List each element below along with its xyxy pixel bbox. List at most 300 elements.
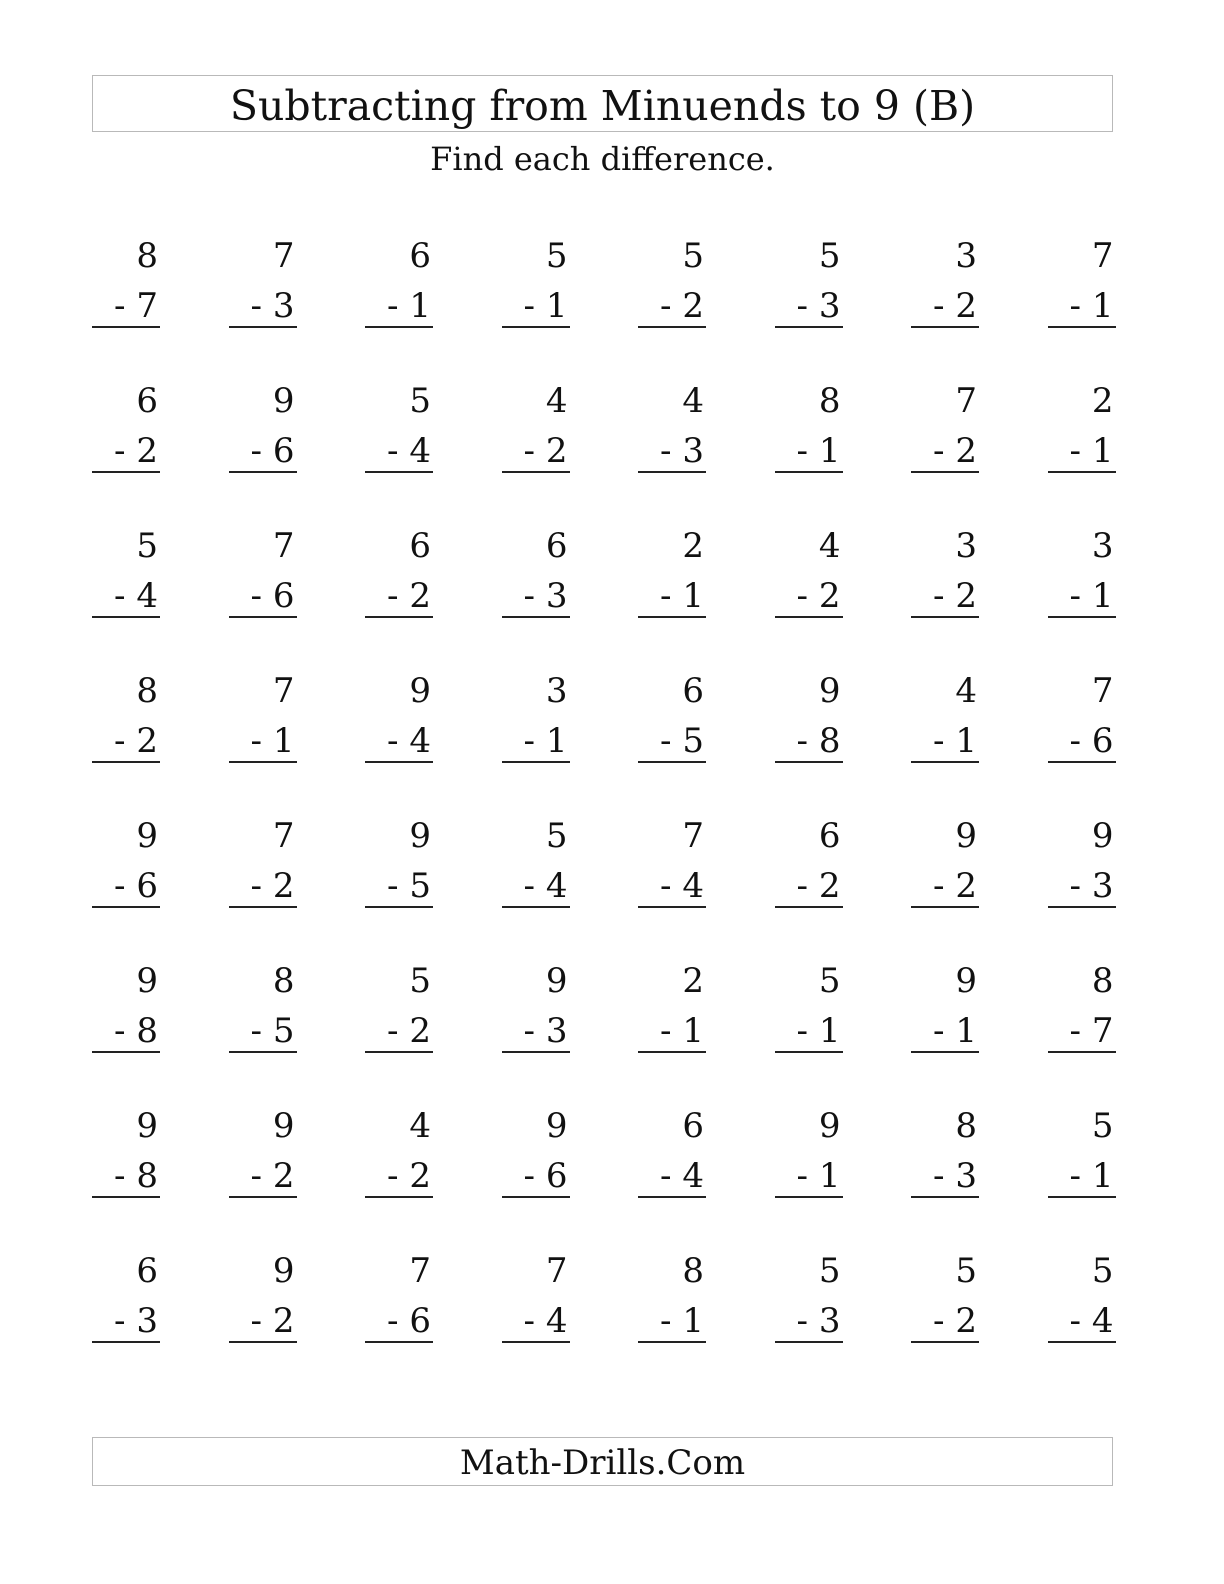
- subtraction-problem: [1048, 957, 1116, 1055]
- subtrahend: [1070, 572, 1114, 620]
- subtrahend-value: 2: [136, 431, 158, 471]
- subtraction-problem: [92, 232, 160, 330]
- minuend: 4: [818, 526, 841, 566]
- subtrahend: [797, 1007, 841, 1055]
- minuend: 2: [682, 961, 704, 1001]
- subtrahend-value: 3: [818, 1301, 841, 1341]
- minus-sign: -: [114, 1156, 126, 1196]
- answer-line: [775, 761, 843, 763]
- subtraction-problem: [92, 1102, 160, 1200]
- minuend: 8: [136, 236, 158, 276]
- answer-line: [365, 1051, 433, 1053]
- subtraction-problem: [92, 1247, 160, 1345]
- subtrahend-value: 3: [818, 286, 841, 326]
- subtrahend: [660, 1297, 704, 1345]
- answer-line: [365, 326, 433, 328]
- answer-line: [502, 1341, 570, 1343]
- subtrahend-value: 2: [955, 286, 977, 326]
- subtrahend-value: 2: [955, 431, 977, 471]
- answer-line: [502, 761, 570, 763]
- minus-sign: -: [250, 721, 263, 761]
- subtrahend-value: 2: [136, 721, 158, 761]
- subtrahend: [114, 572, 158, 620]
- subtraction-problem: [775, 522, 843, 620]
- subtrahend: [114, 1152, 158, 1200]
- answer-line: [1048, 326, 1116, 328]
- subtrahend: [387, 1297, 431, 1345]
- minuend: 7: [1091, 671, 1114, 711]
- subtrahend-value: 5: [272, 1011, 295, 1051]
- subtrahend-value: 8: [136, 1011, 158, 1051]
- minus-sign: -: [1069, 1011, 1082, 1051]
- subtrahend: [387, 717, 431, 765]
- subtrahend: [524, 862, 568, 910]
- answer-line: [911, 326, 979, 328]
- minus-sign: -: [114, 721, 126, 761]
- subtrahend: [1070, 1152, 1114, 1200]
- minuend: 9: [409, 671, 431, 711]
- subtrahend: [251, 862, 295, 910]
- subtraction-problem: [775, 667, 843, 765]
- subtraction-problem: [92, 957, 160, 1055]
- minus-sign: -: [523, 866, 536, 906]
- minus-sign: -: [523, 1011, 536, 1051]
- subtrahend-value: 5: [682, 721, 704, 761]
- minuend: 5: [545, 236, 568, 276]
- subtrahend: [797, 862, 841, 910]
- subtrahend: [660, 717, 704, 765]
- subtrahend-value: 2: [955, 576, 977, 616]
- subtraction-problem: [229, 1247, 297, 1345]
- subtrahend: [114, 1007, 158, 1055]
- minus-sign: -: [523, 576, 536, 616]
- minuend: 9: [136, 816, 158, 856]
- minuend: 7: [272, 526, 295, 566]
- subtrahend: [524, 717, 568, 765]
- minuend: 5: [409, 381, 431, 421]
- minus-sign: -: [387, 1301, 399, 1341]
- subtrahend-value: 2: [272, 1156, 295, 1196]
- minuend: 4: [409, 1106, 431, 1146]
- answer-line: [92, 761, 160, 763]
- minuend: 9: [136, 961, 158, 1001]
- subtraction-problem: [1048, 1102, 1116, 1200]
- minuend: 5: [818, 1251, 841, 1291]
- subtrahend: [660, 282, 704, 330]
- subtrahend-value: 2: [818, 866, 841, 906]
- subtrahend: [251, 1152, 295, 1200]
- subtrahend: [933, 282, 977, 330]
- subtrahend: [251, 282, 295, 330]
- subtrahend-value: 4: [545, 866, 568, 906]
- subtraction-problem: [775, 957, 843, 1055]
- minuend: 5: [409, 961, 431, 1001]
- subtrahend-value: 1: [955, 721, 977, 761]
- minus-sign: -: [1069, 1156, 1082, 1196]
- answer-line: [638, 1196, 706, 1198]
- subtrahend: [933, 427, 977, 475]
- minus-sign: -: [250, 866, 263, 906]
- minus-sign: -: [250, 1011, 263, 1051]
- minus-sign: -: [387, 1011, 399, 1051]
- subtraction-problem: [775, 812, 843, 910]
- subtraction-problem: [502, 1247, 570, 1345]
- minus-sign: -: [387, 576, 399, 616]
- subtraction-problem: [229, 1102, 297, 1200]
- answer-line: [775, 616, 843, 618]
- minuend: 9: [136, 1106, 158, 1146]
- subtrahend-value: 2: [409, 1156, 431, 1196]
- answer-line: [229, 761, 297, 763]
- subtraction-problem: [365, 667, 433, 765]
- subtrahend-value: 2: [545, 431, 568, 471]
- minus-sign: -: [796, 721, 809, 761]
- subtrahend-value: 6: [1091, 721, 1114, 761]
- minuend: 9: [955, 816, 977, 856]
- subtrahend: [114, 1297, 158, 1345]
- subtraction-problem: [911, 1247, 979, 1345]
- subtraction-problem: [365, 1247, 433, 1345]
- minuend: 9: [545, 961, 568, 1001]
- subtrahend: [251, 427, 295, 475]
- answer-line: [365, 616, 433, 618]
- answer-line: [92, 616, 160, 618]
- subtrahend: [114, 427, 158, 475]
- subtrahend: [1070, 427, 1114, 475]
- minuend: 3: [955, 236, 977, 276]
- minus-sign: -: [387, 721, 399, 761]
- minus-sign: -: [114, 1011, 126, 1051]
- subtraction-problem: [365, 232, 433, 330]
- subtraction-problem: [92, 667, 160, 765]
- answer-line: [638, 616, 706, 618]
- subtrahend: [387, 572, 431, 620]
- worksheet-instructions: Find each difference.: [430, 140, 775, 178]
- minus-sign: -: [387, 1156, 399, 1196]
- subtrahend: [933, 572, 977, 620]
- minus-sign: -: [387, 866, 399, 906]
- subtrahend: [524, 1007, 568, 1055]
- subtrahend-value: 1: [818, 1011, 841, 1051]
- subtrahend: [933, 1007, 977, 1055]
- minus-sign: -: [250, 576, 263, 616]
- answer-line: [911, 1341, 979, 1343]
- answer-line: [229, 1051, 297, 1053]
- subtrahend-value: 1: [409, 286, 431, 326]
- subtraction-problem: [638, 812, 706, 910]
- subtrahend: [797, 1297, 841, 1345]
- subtraction-problem: [229, 522, 297, 620]
- subtrahend-value: 2: [955, 1301, 977, 1341]
- minuend: 5: [955, 1251, 977, 1291]
- minuend: 9: [272, 1251, 295, 1291]
- subtrahend: [660, 862, 704, 910]
- minuend: 5: [545, 816, 568, 856]
- minus-sign: -: [1069, 431, 1082, 471]
- subtrahend-value: 4: [409, 721, 431, 761]
- subtrahend-value: 4: [136, 576, 158, 616]
- subtrahend-value: 1: [1091, 431, 1114, 471]
- answer-line: [92, 1051, 160, 1053]
- subtrahend-value: 1: [1091, 286, 1114, 326]
- minuend: 7: [1091, 236, 1114, 276]
- subtrahend: [387, 862, 431, 910]
- subtraction-problem: [365, 1102, 433, 1200]
- subtrahend: [1070, 1007, 1114, 1055]
- subtrahend-value: 1: [272, 721, 295, 761]
- minuend: 6: [545, 526, 568, 566]
- minuend: 7: [682, 816, 704, 856]
- subtraction-problem: [775, 1102, 843, 1200]
- subtrahend-value: 6: [409, 1301, 431, 1341]
- answer-line: [502, 1051, 570, 1053]
- subtraction-problem: [229, 812, 297, 910]
- subtrahend-value: 8: [818, 721, 841, 761]
- answer-line: [365, 761, 433, 763]
- answer-line: [1048, 1051, 1116, 1053]
- subtrahend-value: 3: [1091, 866, 1114, 906]
- answer-line: [1048, 1196, 1116, 1198]
- minus-sign: -: [660, 1301, 672, 1341]
- subtraction-problem: [1048, 232, 1116, 330]
- subtrahend: [1070, 717, 1114, 765]
- subtraction-problem: [911, 957, 979, 1055]
- minus-sign: -: [796, 576, 809, 616]
- subtrahend-value: 2: [682, 286, 704, 326]
- answer-line: [638, 906, 706, 908]
- minuend: 7: [272, 671, 295, 711]
- minus-sign: -: [933, 431, 945, 471]
- minuend: 5: [682, 236, 704, 276]
- minus-sign: -: [250, 1301, 263, 1341]
- minuend: 4: [682, 381, 704, 421]
- subtrahend-value: 2: [272, 866, 295, 906]
- subtraction-problem: [502, 377, 570, 475]
- subtrahend: [387, 1152, 431, 1200]
- subtrahend-value: 8: [136, 1156, 158, 1196]
- minus-sign: -: [796, 1156, 809, 1196]
- minus-sign: -: [523, 1301, 536, 1341]
- subtraction-problem: [1048, 1247, 1116, 1345]
- answer-line: [502, 616, 570, 618]
- answer-line: [1048, 906, 1116, 908]
- minus-sign: -: [796, 431, 809, 471]
- minuend: 7: [272, 816, 295, 856]
- minuend: 8: [1091, 961, 1114, 1001]
- subtraction-problem: [502, 522, 570, 620]
- subtraction-problem: [911, 522, 979, 620]
- subtrahend-value: 2: [955, 866, 977, 906]
- minuend: 3: [545, 671, 568, 711]
- subtraction-problem: [638, 1102, 706, 1200]
- minuend: 6: [136, 1251, 158, 1291]
- minus-sign: -: [933, 286, 945, 326]
- subtraction-problem: [1048, 667, 1116, 765]
- minus-sign: -: [387, 286, 399, 326]
- subtrahend-value: 7: [1091, 1011, 1114, 1051]
- minuend: 4: [955, 671, 977, 711]
- answer-line: [638, 471, 706, 473]
- answer-line: [502, 1196, 570, 1198]
- answer-line: [229, 326, 297, 328]
- subtrahend-value: 1: [818, 1156, 841, 1196]
- subtrahend-value: 3: [272, 286, 295, 326]
- answer-line: [775, 1196, 843, 1198]
- subtrahend-value: 3: [955, 1156, 977, 1196]
- subtraction-problem: [1048, 522, 1116, 620]
- subtrahend: [251, 717, 295, 765]
- subtrahend: [660, 572, 704, 620]
- answer-line: [775, 906, 843, 908]
- answer-line: [1048, 616, 1116, 618]
- subtrahend: [387, 282, 431, 330]
- minuend: 5: [1091, 1251, 1114, 1291]
- minus-sign: -: [796, 1301, 809, 1341]
- subtraction-problem: [502, 232, 570, 330]
- subtrahend: [524, 1152, 568, 1200]
- answer-line: [638, 1341, 706, 1343]
- minus-sign: -: [114, 431, 126, 471]
- answer-line: [365, 471, 433, 473]
- answer-line: [911, 1051, 979, 1053]
- subtrahend-value: 1: [545, 286, 568, 326]
- minuend: 8: [818, 381, 841, 421]
- minuend: 6: [818, 816, 841, 856]
- minus-sign: -: [796, 1011, 809, 1051]
- subtrahend-value: 6: [272, 431, 295, 471]
- subtraction-problem: [502, 1102, 570, 1200]
- minuend: 5: [1091, 1106, 1114, 1146]
- subtraction-problem: [229, 667, 297, 765]
- answer-line: [775, 326, 843, 328]
- subtraction-problem: [1048, 812, 1116, 910]
- footer-site-name: Math-Drills.Com: [92, 1437, 1113, 1486]
- subtraction-problem: [638, 1247, 706, 1345]
- minus-sign: -: [250, 1156, 263, 1196]
- subtrahend-value: 1: [955, 1011, 977, 1051]
- subtrahend: [797, 572, 841, 620]
- subtrahend-value: 6: [136, 866, 158, 906]
- minuend: 8: [136, 671, 158, 711]
- subtraction-problem: [638, 232, 706, 330]
- minus-sign: -: [933, 1156, 945, 1196]
- subtrahend: [797, 282, 841, 330]
- minuend: 9: [409, 816, 431, 856]
- answer-line: [911, 616, 979, 618]
- minuend: 3: [955, 526, 977, 566]
- subtrahend-value: 1: [682, 576, 704, 616]
- answer-line: [911, 906, 979, 908]
- subtrahend-value: 1: [682, 1011, 704, 1051]
- subtrahend: [797, 717, 841, 765]
- subtrahend: [660, 1007, 704, 1055]
- subtrahend: [660, 1152, 704, 1200]
- subtrahend-value: 1: [1091, 576, 1114, 616]
- answer-line: [1048, 471, 1116, 473]
- subtraction-problem: [229, 377, 297, 475]
- subtrahend-value: 6: [272, 576, 295, 616]
- minuend: 8: [682, 1251, 704, 1291]
- minus-sign: -: [250, 431, 263, 471]
- subtraction-problem: [775, 232, 843, 330]
- minuend: 3: [1091, 526, 1114, 566]
- minus-sign: -: [933, 866, 945, 906]
- subtraction-problem: [911, 377, 979, 475]
- subtrahend: [114, 717, 158, 765]
- subtrahend-value: 3: [545, 1011, 568, 1051]
- answer-line: [911, 1196, 979, 1198]
- subtraction-problem: [502, 812, 570, 910]
- subtrahend-value: 3: [136, 1301, 158, 1341]
- minuend: 9: [818, 1106, 841, 1146]
- answer-line: [365, 906, 433, 908]
- answer-line: [911, 471, 979, 473]
- subtrahend: [524, 427, 568, 475]
- answer-line: [775, 1341, 843, 1343]
- subtrahend: [933, 1297, 977, 1345]
- subtrahend-value: 4: [1091, 1301, 1114, 1341]
- minuend: 6: [409, 526, 431, 566]
- subtrahend-value: 1: [818, 431, 841, 471]
- minus-sign: -: [660, 721, 672, 761]
- answer-line: [365, 1196, 433, 1198]
- subtraction-problem: [365, 957, 433, 1055]
- answer-line: [775, 1051, 843, 1053]
- minus-sign: -: [1069, 866, 1082, 906]
- answer-line: [229, 616, 297, 618]
- subtrahend-value: 4: [682, 1156, 704, 1196]
- answer-line: [638, 1051, 706, 1053]
- subtrahend: [933, 717, 977, 765]
- minus-sign: -: [796, 286, 809, 326]
- minuend: 9: [272, 1106, 295, 1146]
- subtraction-problem: [638, 957, 706, 1055]
- subtrahend: [933, 1152, 977, 1200]
- answer-line: [502, 471, 570, 473]
- subtraction-problem: [911, 1102, 979, 1200]
- subtrahend: [660, 427, 704, 475]
- minuend: 2: [682, 526, 704, 566]
- answer-line: [229, 906, 297, 908]
- minus-sign: -: [660, 866, 672, 906]
- subtrahend: [524, 572, 568, 620]
- subtrahend-value: 2: [409, 576, 431, 616]
- subtrahend-value: 7: [136, 286, 158, 326]
- subtrahend: [251, 1007, 295, 1055]
- minuend: 4: [545, 381, 568, 421]
- answer-line: [638, 761, 706, 763]
- subtrahend: [1070, 862, 1114, 910]
- minus-sign: -: [796, 866, 809, 906]
- minuend: 6: [409, 236, 431, 276]
- minus-sign: -: [933, 721, 945, 761]
- minuend: 9: [1091, 816, 1114, 856]
- problem-grid: [92, 232, 1116, 1392]
- answer-line: [229, 471, 297, 473]
- subtrahend: [524, 1297, 568, 1345]
- worksheet-title: Subtracting from Minuends to 9 (B): [92, 75, 1113, 132]
- subtrahend: [1070, 282, 1114, 330]
- subtraction-problem: [365, 377, 433, 475]
- minus-sign: -: [250, 286, 263, 326]
- subtrahend-value: 4: [409, 431, 431, 471]
- minus-sign: -: [1069, 576, 1082, 616]
- subtraction-problem: [638, 522, 706, 620]
- answer-line: [911, 761, 979, 763]
- minuend: 9: [545, 1106, 568, 1146]
- minuend: 8: [955, 1106, 977, 1146]
- subtrahend-value: 1: [1091, 1156, 1114, 1196]
